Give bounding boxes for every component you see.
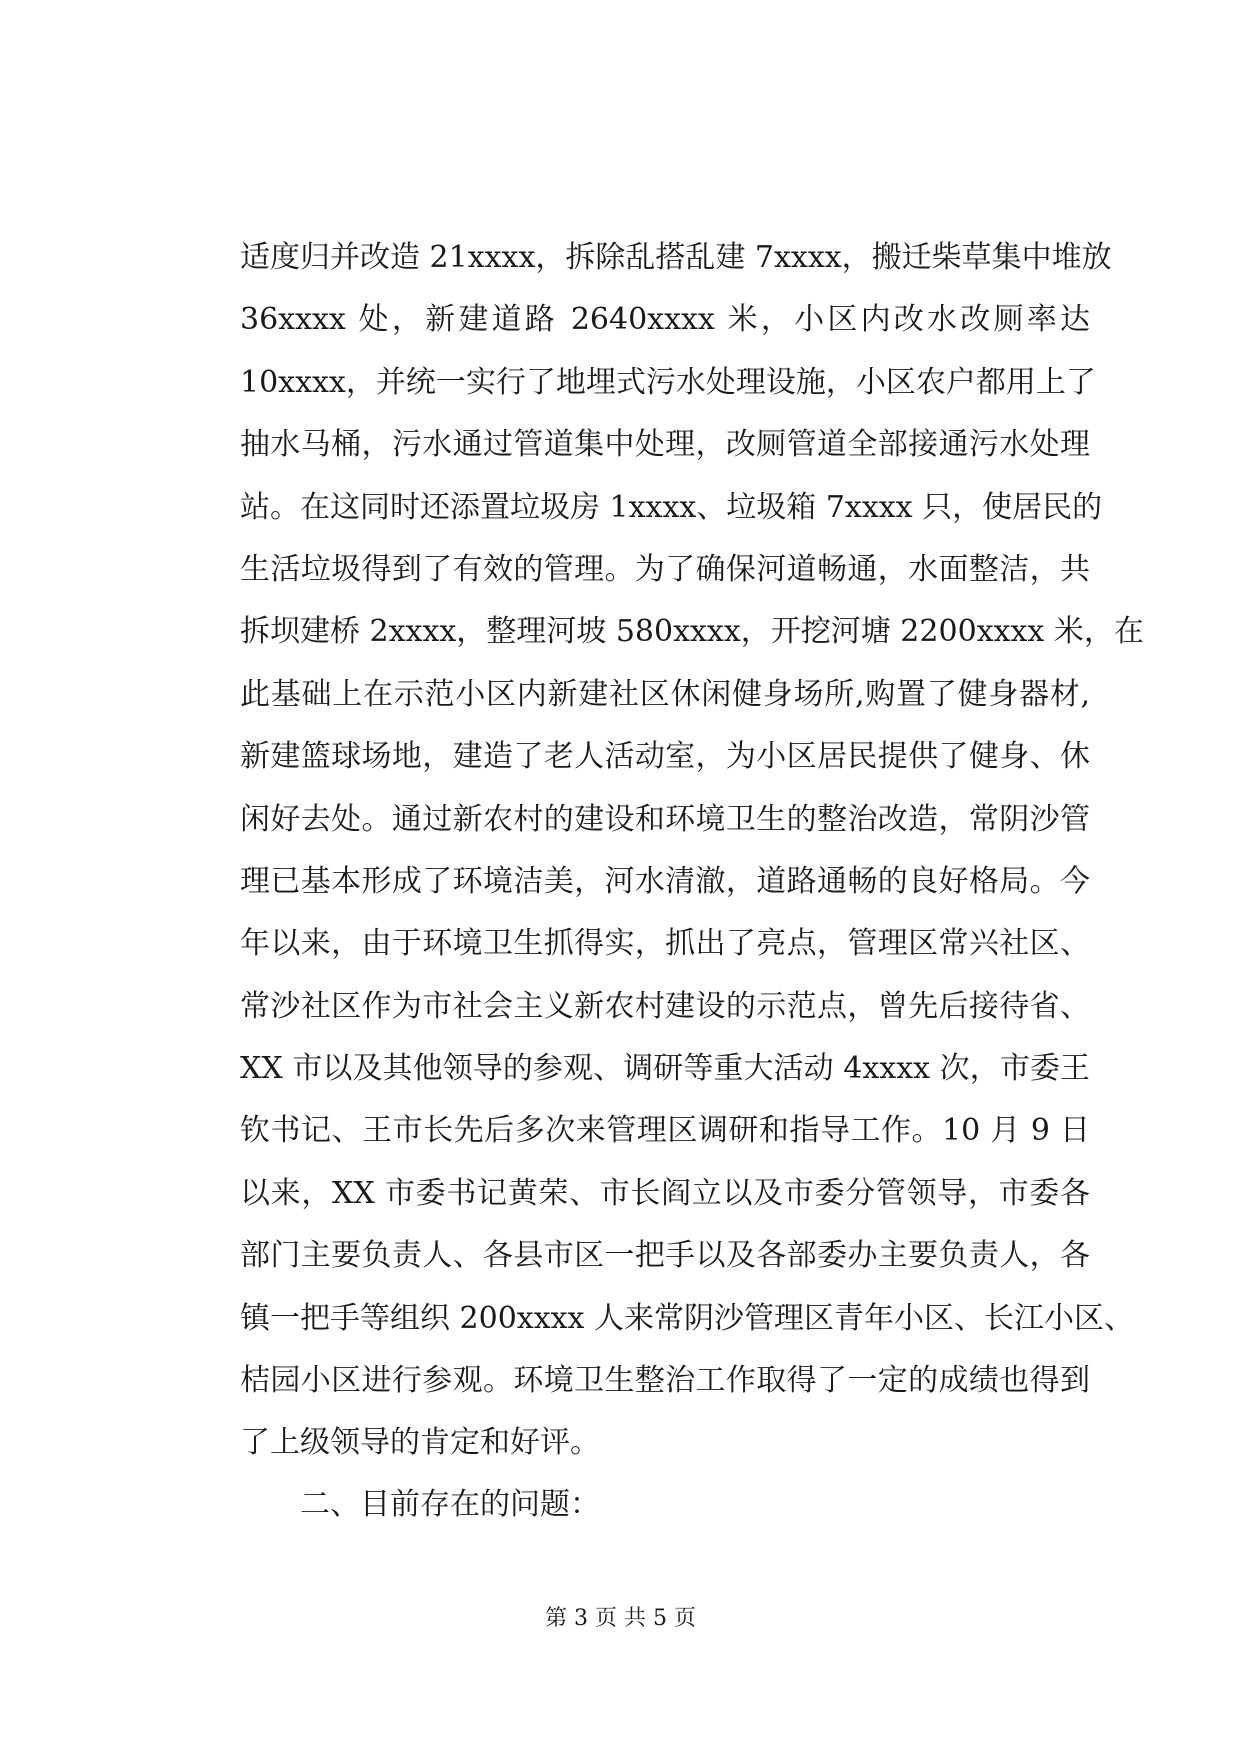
paragraph-line: 生活垃圾得到了有效的管理。为了确保河道畅通，水面整洁，共 xyxy=(240,551,1090,587)
paragraph-line: 镇一把手等组织 200xxxx 人来常阴沙管理区青年小区、长江小区、 xyxy=(240,1300,1135,1336)
paragraph-line: 适度归并改造 21xxxx，拆除乱搭乱建 7xxxx，搬迁柴草集中堆放 xyxy=(240,240,1112,275)
paragraph-line: 拆坝建桥 2xxxx，整理河坡 580xxxx，开挖河塘 2200xxxx 米，在 xyxy=(240,614,1144,650)
paragraph-line: 桔园小区进行参观。环境卫生整治工作取得了一定的成绩也得到 xyxy=(240,1363,1090,1399)
section-heading: 二、目前存在的问题： xyxy=(300,1487,600,1522)
paragraph-line: 抽水马桶，污水通过管道集中处理，改厕管道全部接通污水处理 xyxy=(240,427,1090,463)
paragraph-line: 36xxxx 处，新建道路 2640xxxx 米，小区内改水改厕率达 xyxy=(240,302,1090,338)
paragraph-line: 10xxxx，并统一实行了地埋式污水处理设施，小区农户都用上了 xyxy=(240,364,1096,400)
body-paragraph xyxy=(240,227,1144,1475)
paragraph-line: 此基础上在示范小区内新建社区休闲健身场所,购置了健身器材, xyxy=(240,676,1090,712)
paragraph-line: 以来，XX 市委书记黄荣、市长阎立以及市委分管领导，市委各 xyxy=(240,1175,1090,1211)
paragraph-line: XX 市以及其他领导的参观、调研等重大活动 4xxxx 次，市委王 xyxy=(240,1051,1090,1087)
page-number-footer: 第 3 页 共 5 页 xyxy=(545,1606,696,1631)
paragraph-line: 了上级领导的肯定和好评。 xyxy=(240,1425,600,1461)
paragraph-line: 部门主要负责人、各县市区一把手以及各部委办主要负责人，各 xyxy=(240,1238,1090,1274)
paragraph-line: 年以来，由于环境卫生抓得实，抓出了亮点，管理区常兴社区、 xyxy=(240,926,1090,962)
paragraph-line: 站。在这同时还添置垃圾房 1xxxx、垃圾箱 7xxxx 只，使居民的 xyxy=(240,489,1103,525)
paragraph-line: 闲好去处。通过新农村的建设和环境卫生的整治改造，常阴沙管 xyxy=(240,801,1090,837)
paragraph-line: 新建篮球场地，建造了老人活动室，为小区居民提供了健身、休 xyxy=(240,739,1090,775)
paragraph-line: 钦书记、王市长先后多次来管理区调研和指导工作。10 月 9 日 xyxy=(240,1113,1090,1149)
paragraph-line: 常沙社区作为市社会主义新农村建设的示范点，曾先后接待省、 xyxy=(240,988,1090,1024)
paragraph-line: 理已基本形成了环境洁美，河水清澈，道路通畅的良好格局。今 xyxy=(240,863,1090,899)
